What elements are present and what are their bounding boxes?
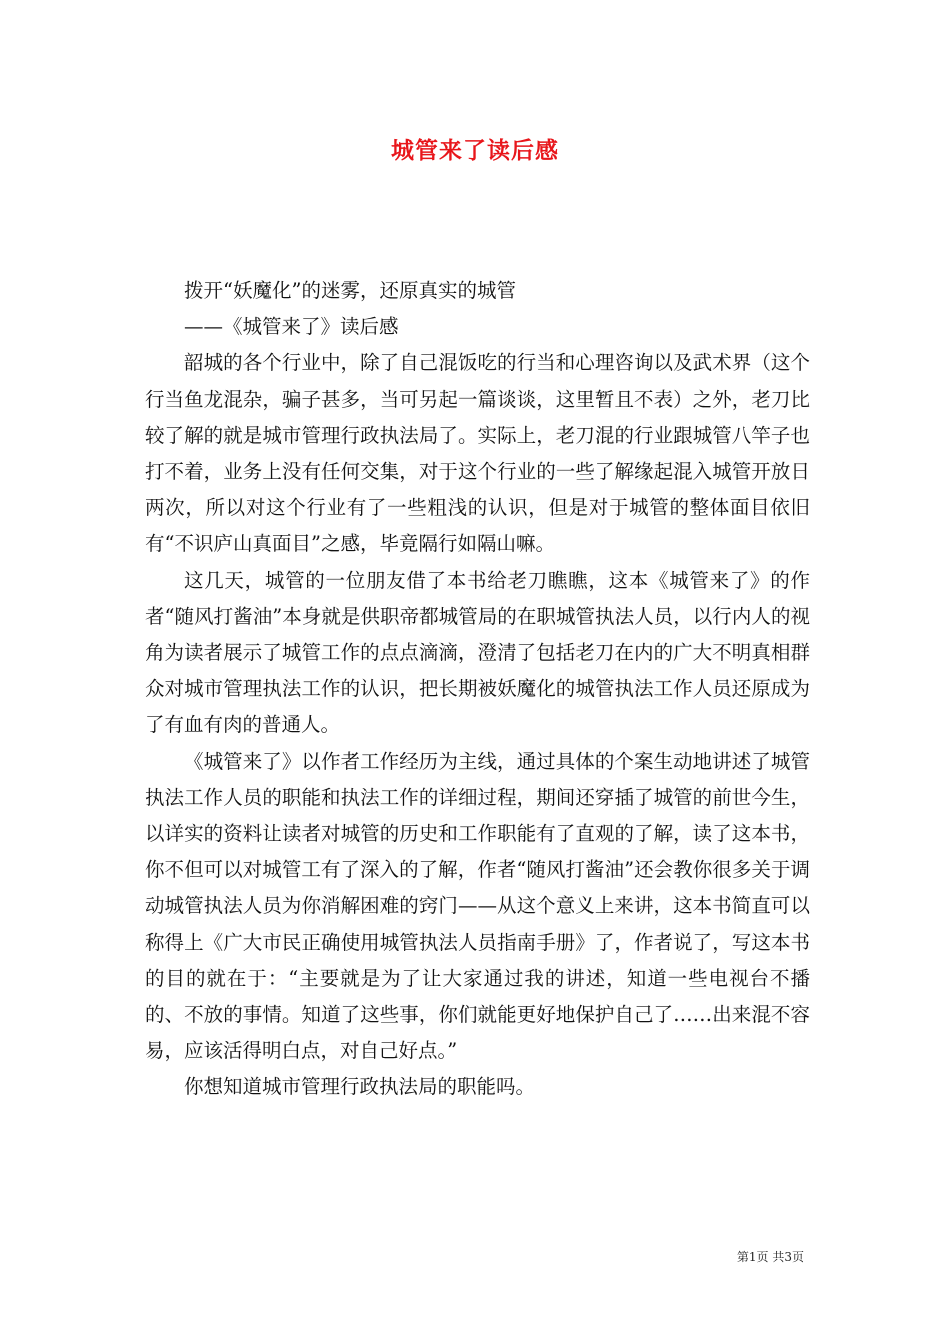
paragraph: 这几天，城管的一位朋友借了本书给老刀瞧瞧，这本《城管来了》的作者“随风打酱油”本身就是供职帝都城管局的在职城管执法人员，以行内人的视角为读者展示了城管工作的点点滴滴，澄清了包括老刀在内的广大不明真相群众对城市管理执法工作的认识，把长期被妖魔化的城管执法工作人员还原成为了有血有肉的普通人。 <box>145 568 810 737</box>
subtitle-attribution: ——《城管来了》读后感 <box>184 315 399 339</box>
paragraph: 韶城的各个行业中，除了自己混饭吃的行当和心理咨询以及武术界（这个行当鱼龙混杂，骗子甚多，当可另起一篇谈谈，这里暂且不表）之外，老刀比较了解的就是城市管理行政执法局了。实际上，老刀混的行业跟城管八竿子也打不着，业务上没有任何交集，对于这个行业的一些了解缘起混入城管开放日两次，所以对这个行业有了一些粗浅的认识，但是对于城管的整体面目依旧有“不识庐山真面目”之感，毕竟隔行如隔山嘛。 <box>145 351 810 556</box>
footer-prefix: 第 <box>736 1250 749 1264</box>
document-body <box>145 273 810 1106</box>
page-number-footer <box>737 1248 804 1265</box>
footer-middle: 页 共 <box>756 1250 785 1264</box>
total-page-number: 3 <box>784 1250 792 1264</box>
current-page-number: 1 <box>748 1250 757 1264</box>
paragraph: 你想知道城市管理行政执法局的职能吗。 <box>184 1075 536 1099</box>
subtitle-line: 拨开“妖魔化”的迷雾，还原真实的城管 <box>184 279 516 302</box>
paragraph: 《城管来了》以作者工作经历为主线，通过具体的个案生动地讲述了城管执法工作人员的职能和执法工作的详细过程，期间还穿插了城管的前世今生，以详实的资料让读者对城管的历史和工作职能有了直观的了解，读了这本书，你不但可以对城管工有了深入的了解，作者“随风打酱油”还会教你很多关于调动城管执法人员为你消解困难的窍门——从这个意义上来讲，这本书简直可以称得上《广大市民正确使用城管执法人员指南手册》了，作者说了，写这本书的目的就在于：“主要就是为了让大家通过我的讲述，知道一些电视台不播的、不放的事情。知道了这些事，你们就能更好地保护自己了……出来混不容易，应该活得明白点，对自己好点。” <box>145 749 810 1063</box>
page-title: 城管来了读后感 <box>391 137 559 164</box>
footer-suffix: 页 <box>791 1250 804 1264</box>
